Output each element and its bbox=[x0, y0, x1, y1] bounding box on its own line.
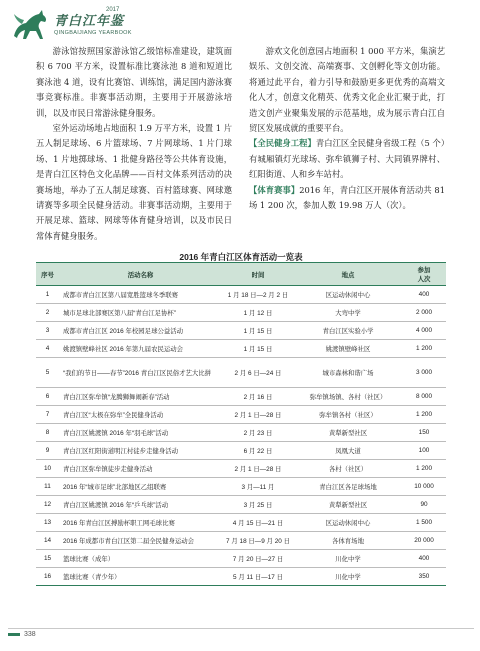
footer-divider bbox=[8, 628, 474, 629]
row-name: 2016 年“城市足球”北部地区乙组联赛 bbox=[59, 478, 222, 496]
fitness-project-text: 青白江区全民健身省级工程（5 个）有城厢镇灯光球场、弥牟镇狮子村、大同镇界牌村、红阳街道、人和乡车站村。 bbox=[249, 138, 445, 180]
row-place: 区运动休闲中心 bbox=[294, 514, 402, 532]
table-row bbox=[36, 442, 446, 460]
row-place: 黄犁新型社区 bbox=[294, 424, 402, 442]
row-name: 2016 年成都市青白江区第二届全民健身运动会 bbox=[59, 532, 222, 550]
right-column bbox=[249, 44, 445, 213]
sports-events-tag: 【体育赛事】 bbox=[249, 184, 300, 195]
row-time: 1 月 12 日 bbox=[222, 304, 294, 322]
row-time: 2 月 1 日—28 日 bbox=[222, 460, 294, 478]
row-place: 大弯中学 bbox=[294, 304, 402, 322]
row-time: 2 月 1 日—28 日 bbox=[222, 406, 294, 424]
table-row bbox=[36, 286, 446, 304]
pool-paragraph: 游泳馆按照国家游泳馆乙级馆标准建设，建筑面积 6 700 平方米，设置标准比赛泳池 8 道和短道比赛泳池 4 道，设有比赛馆、训练馆，满足国内游泳赛事竞赛标准。非赛事活动期，主要用于开展游泳培训，以及市民日常游泳健身服务。 bbox=[36, 46, 232, 118]
table-row bbox=[36, 304, 446, 322]
table-row bbox=[36, 514, 446, 532]
row-participants: 100 bbox=[402, 442, 446, 460]
row-name: 青白江区弥牟镇“龙腾狮舞闹新春”活动 bbox=[59, 388, 222, 406]
row-index: 12 bbox=[36, 496, 59, 514]
outdoor-field-paragraph: 室外运动场地占地面积 1.9 万平方米，设置 1 片五人制足球场、6 片篮球场、7 片网球场、1 片门球场、1 片地掷球场、1 批健身路径等公共体育设施，是青白江区特色文化品牌——百村文体系列活动的决赛场地，举办了五人制足球赛、百村篮球赛、网球邀请赛等多项全民健身活动。非赛事活动期，主要用于开展足球、篮球、网球等体育健身培训，以及市民日常体育健身服务。 bbox=[36, 123, 232, 241]
row-place: 弥牟镇各村（社区） bbox=[294, 406, 402, 424]
row-name: 篮球比赛（成年） bbox=[59, 550, 222, 568]
row-participants: 400 bbox=[402, 550, 446, 568]
row-place: 区运动休闲中心 bbox=[294, 286, 402, 304]
row-participants: 400 bbox=[402, 286, 446, 304]
row-participants: 150 bbox=[402, 424, 446, 442]
row-participants: 1 200 bbox=[402, 460, 446, 478]
table-row bbox=[36, 532, 446, 550]
table-row bbox=[36, 460, 446, 478]
row-time: 7 月 18 日—9 月 20 日 bbox=[222, 532, 294, 550]
horse-logo-icon bbox=[8, 6, 52, 44]
row-name: 成都市青白江区 2016 年校园足球公益活动 bbox=[59, 322, 222, 340]
header-time: 时间 bbox=[222, 263, 294, 286]
yearbook-title: 青白江年鉴 bbox=[54, 14, 125, 29]
row-place: 青白江区各足球场地 bbox=[294, 478, 402, 496]
yearbook-year: 2017 bbox=[106, 7, 120, 13]
table-row bbox=[36, 568, 446, 586]
row-place: 黄犁新型社区 bbox=[294, 496, 402, 514]
table-row bbox=[36, 322, 446, 340]
row-index: 1 bbox=[36, 286, 59, 304]
left-column bbox=[36, 44, 232, 244]
row-time: 2 月 16 日 bbox=[222, 388, 294, 406]
row-name: 姚渡镇壁峰社区 2016 年第九届农民运动会 bbox=[59, 340, 222, 358]
table-row bbox=[36, 550, 446, 568]
row-index: 14 bbox=[36, 532, 59, 550]
row-index: 8 bbox=[36, 424, 59, 442]
row-place: 弥牟镇场镇、各村（社区） bbox=[294, 388, 402, 406]
row-index: 2 bbox=[36, 304, 59, 322]
row-time: 5 月 11 日—17 日 bbox=[222, 568, 294, 586]
row-place: 凤凰大道 bbox=[294, 442, 402, 460]
row-name: 青白江区姚渡镇 2016 年“乒乓球”活动 bbox=[59, 496, 222, 514]
row-time: 1 月 18 日—2 月 2 日 bbox=[222, 286, 294, 304]
table-row bbox=[36, 406, 446, 424]
row-participants: 3 000 bbox=[402, 358, 446, 388]
table-row bbox=[36, 478, 446, 496]
table-header-row bbox=[36, 263, 446, 286]
row-name: “我们的节日——春节”2016 青白江区民俗才艺大比拼 bbox=[59, 358, 222, 388]
row-name: 成都市青白江区第八届宽胜篮球冬季联赛 bbox=[59, 286, 222, 304]
table-row bbox=[36, 340, 446, 358]
row-participants: 10 000 bbox=[402, 478, 446, 496]
page-mark bbox=[8, 633, 20, 636]
row-time: 1 月 15 日 bbox=[222, 322, 294, 340]
row-time: 3 月—11 月 bbox=[222, 478, 294, 496]
row-participants: 20 000 bbox=[402, 532, 446, 550]
row-place: 川化中学 bbox=[294, 550, 402, 568]
row-index: 3 bbox=[36, 322, 59, 340]
row-name: 城市足球北部赛区第八届“青白江足协杯” bbox=[59, 304, 222, 322]
page-number: 338 bbox=[24, 631, 36, 638]
row-index: 7 bbox=[36, 406, 59, 424]
row-name: 2016 年青白江区搏励杯职工网毛球比赛 bbox=[59, 514, 222, 532]
row-time: 4 月 15 日—21 日 bbox=[222, 514, 294, 532]
row-participants: 8 000 bbox=[402, 388, 446, 406]
header-participants: 参加 人次 bbox=[402, 263, 446, 286]
row-index: 9 bbox=[36, 442, 59, 460]
row-participants: 1 200 bbox=[402, 406, 446, 424]
row-time: 3 月 25 日 bbox=[222, 496, 294, 514]
row-index: 5 bbox=[36, 358, 59, 388]
row-place: 各村（社区） bbox=[294, 460, 402, 478]
row-time: 1 月 15 日 bbox=[222, 340, 294, 358]
row-participants: 2 000 bbox=[402, 304, 446, 322]
row-place: 姚渡镇壁峰社区 bbox=[294, 340, 402, 358]
creative-park-paragraph: 游欢文化创意园占地面积 1 000 平方米，集演艺娱乐、文创交流、高端赛事、文创孵化等文创功能。将通过此平台，着力引导和鼓励更多更优秀的高端文化人才，创意文化精英、优秀文化企业汇聚于此，打造文创产业聚集发展的示范基地，成为展示青白江自贸区发展成就的重要平台。 bbox=[249, 46, 445, 134]
table-row bbox=[36, 358, 446, 388]
row-time: 7 月 20 日—27 日 bbox=[222, 550, 294, 568]
table-row bbox=[36, 424, 446, 442]
row-participants: 1 200 bbox=[402, 340, 446, 358]
fitness-project-paragraph bbox=[249, 136, 445, 182]
row-participants: 90 bbox=[402, 496, 446, 514]
sports-events-paragraph bbox=[249, 183, 445, 214]
row-participants: 1 500 bbox=[402, 514, 446, 532]
row-index: 16 bbox=[36, 568, 59, 586]
sports-events-text: 2016 年，青白江区开展体育活动共 81 场 1 200 次，参加人数 19.98 万人（次）。 bbox=[249, 184, 445, 211]
row-place: 川化中学 bbox=[294, 568, 402, 586]
row-time: 2 月 23 日 bbox=[222, 424, 294, 442]
row-name: 青白江区弥牟镇徒步走健身活动 bbox=[59, 460, 222, 478]
row-name: 青白江区红阳街道明江村徒步走健身活动 bbox=[59, 442, 222, 460]
header-index: 序号 bbox=[36, 263, 59, 286]
yearbook-subtitle: QINGBAIJIANG YEARBOOK bbox=[54, 30, 132, 36]
sports-activities-table bbox=[36, 262, 446, 586]
row-index: 11 bbox=[36, 478, 59, 496]
row-name: 青白江区姚渡镇 2016 年“羽毛球”活动 bbox=[59, 424, 222, 442]
yearbook-header bbox=[8, 6, 208, 46]
row-index: 6 bbox=[36, 388, 59, 406]
row-name: 篮球比赛（青少年） bbox=[59, 568, 222, 586]
table-body bbox=[36, 286, 446, 586]
row-index: 13 bbox=[36, 514, 59, 532]
row-place: 青白江区实验小学 bbox=[294, 322, 402, 340]
row-index: 4 bbox=[36, 340, 59, 358]
row-time: 6 月 22 日 bbox=[222, 442, 294, 460]
fitness-project-tag: 【全民健身工程】 bbox=[249, 138, 316, 149]
row-participants: 350 bbox=[402, 568, 446, 586]
table-row bbox=[36, 388, 446, 406]
table-row bbox=[36, 496, 446, 514]
header-place: 地点 bbox=[294, 263, 402, 286]
row-index: 10 bbox=[36, 460, 59, 478]
table-title: 2016 年青白江区体育活动一览表 bbox=[179, 252, 303, 262]
row-time: 2 月 6 日—24 日 bbox=[222, 358, 294, 388]
row-participants: 4 000 bbox=[402, 322, 446, 340]
header-name: 活动名称 bbox=[59, 263, 222, 286]
row-place: 城市森林和谐广场 bbox=[294, 358, 402, 388]
row-name: 青白江区“太极在弥牟”全民健身活动 bbox=[59, 406, 222, 424]
row-place: 各体育场地 bbox=[294, 532, 402, 550]
row-index: 15 bbox=[36, 550, 59, 568]
